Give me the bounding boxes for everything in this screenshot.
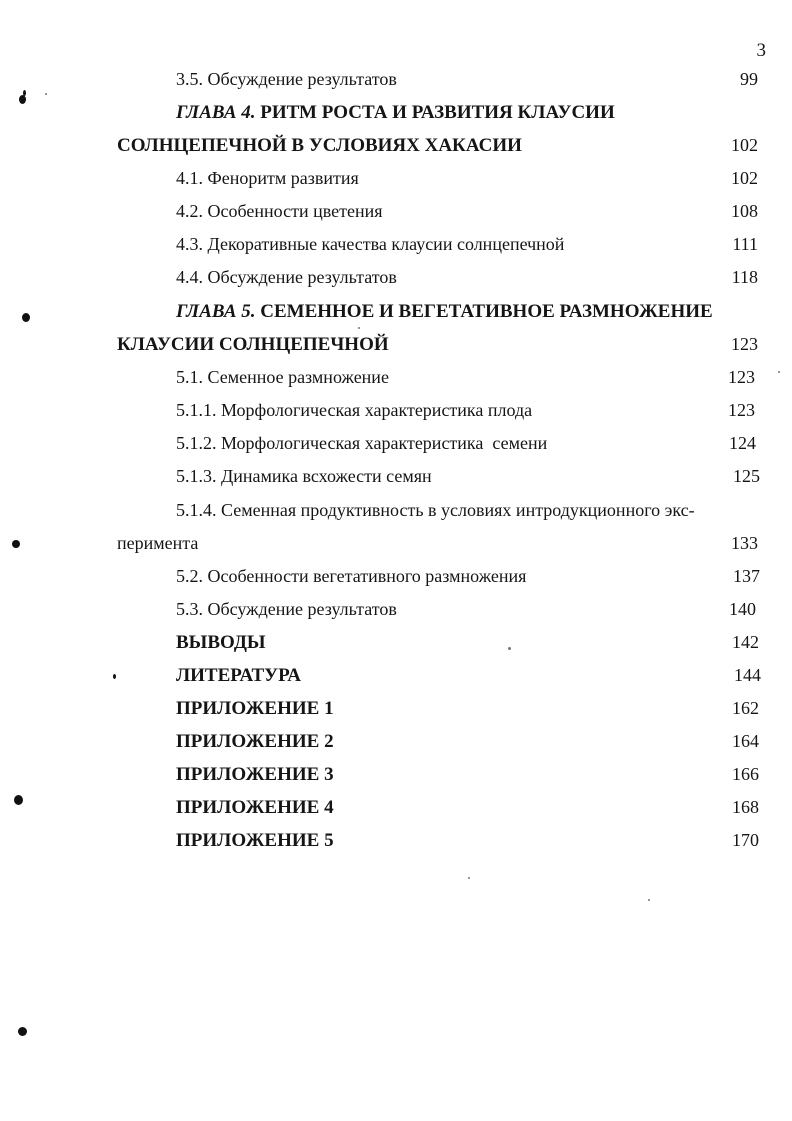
toc-entry bbox=[0, 361, 792, 394]
scan-speck bbox=[508, 647, 511, 650]
toc-section-heading bbox=[0, 659, 792, 692]
toc-entry-title: ВЫВОДЫ bbox=[176, 632, 266, 653]
toc-entry-page: 99 bbox=[740, 69, 758, 89]
toc-entry bbox=[0, 394, 792, 427]
scan-mark bbox=[22, 313, 30, 322]
page-number: 3 bbox=[756, 40, 766, 61]
toc-entry-page: 166 bbox=[732, 764, 759, 784]
scan-mark bbox=[113, 674, 116, 679]
chapter-prefix: ГЛАВА 5. bbox=[176, 301, 256, 322]
toc-entry-page: 137 bbox=[733, 566, 760, 586]
toc-entry-title: 5.1.3. Динамика всхожести семян bbox=[176, 466, 432, 486]
toc-entry-page: 102 bbox=[731, 135, 758, 155]
toc-chapter-heading bbox=[0, 328, 792, 361]
toc-section-heading bbox=[0, 791, 792, 824]
scan-mark bbox=[14, 795, 23, 805]
scan-mark bbox=[23, 90, 26, 96]
toc-chapter-heading bbox=[0, 129, 792, 162]
toc-entry-page: 108 bbox=[731, 201, 758, 221]
toc-entry-page: 111 bbox=[732, 234, 758, 254]
scan-speck bbox=[648, 899, 650, 901]
toc-entry-title: 4.2. Особенности цветения bbox=[176, 201, 383, 221]
toc-entry-page: 140 bbox=[729, 599, 756, 619]
toc-section-heading bbox=[0, 824, 792, 857]
scan-speck bbox=[45, 93, 47, 95]
toc-entry-title: ПРИЛОЖЕНИЕ 3 bbox=[176, 764, 334, 785]
toc-chapter-heading bbox=[0, 96, 792, 129]
toc-entry-title: РИТМ РОСТА И РАЗВИТИЯ КЛАУСИИ bbox=[260, 102, 615, 123]
toc-entry bbox=[0, 593, 792, 626]
toc-entry-title: 3.5. Обсуждение результатов bbox=[176, 69, 397, 89]
scan-speck bbox=[778, 371, 780, 373]
toc-section-heading bbox=[0, 758, 792, 791]
toc-entry-title: СЕМЕННОЕ И ВЕГЕТАТИВНОЕ РАЗМНОЖЕНИЕ bbox=[260, 301, 713, 322]
toc-entry-title: ПРИЛОЖЕНИЕ 4 bbox=[176, 797, 334, 818]
toc-entry-page: 124 bbox=[729, 433, 756, 453]
toc-entry-title: перимента bbox=[117, 533, 199, 553]
toc-entry-page: 123 bbox=[728, 367, 755, 387]
toc-entry-page: 162 bbox=[732, 698, 759, 718]
toc-entry-page: 102 bbox=[731, 168, 758, 188]
toc-entry bbox=[0, 460, 792, 493]
toc-entry-title: 5.1.2. Морфологическая характеристика семени bbox=[176, 433, 548, 453]
toc-entry bbox=[0, 228, 792, 261]
toc-entry bbox=[0, 527, 792, 560]
toc-entry-title: КЛАУСИИ СОЛНЦЕПЕЧНОЙ bbox=[117, 334, 389, 355]
toc-entry-title: 5.3. Обсуждение результатов bbox=[176, 599, 397, 619]
toc-entry-page: 168 bbox=[732, 797, 759, 817]
toc-entry-page: 144 bbox=[734, 665, 761, 685]
scan-mark bbox=[18, 1027, 27, 1036]
toc-entry bbox=[0, 560, 792, 593]
toc-entry bbox=[0, 162, 792, 195]
toc-entry-title: ПРИЛОЖЕНИЕ 5 bbox=[176, 830, 334, 851]
toc-entry-title: 5.1. Семенное размножение bbox=[176, 367, 389, 387]
toc-entry-title: СОЛНЦЕПЕЧНОЙ В УСЛОВИЯХ ХАКАСИИ bbox=[117, 135, 522, 156]
toc-entry-page: 123 bbox=[728, 400, 755, 420]
scan-speck bbox=[468, 877, 470, 879]
toc-entry-title: 4.1. Феноритм развития bbox=[176, 168, 359, 188]
toc-entry-title: ПРИЛОЖЕНИЕ 1 bbox=[176, 698, 334, 719]
toc-entry bbox=[0, 63, 792, 96]
toc-entry bbox=[0, 261, 792, 294]
toc-entry-page: 123 bbox=[731, 334, 758, 354]
scan-speck bbox=[358, 327, 360, 329]
toc-section-heading bbox=[0, 626, 792, 659]
toc-entry-title: 5.2. Особенности вегетативного размножения bbox=[176, 566, 527, 586]
toc-entry bbox=[0, 427, 792, 460]
toc-chapter-heading bbox=[0, 295, 792, 328]
scan-mark bbox=[12, 540, 20, 548]
toc-entry bbox=[0, 494, 792, 527]
toc-entry-page: 142 bbox=[732, 632, 759, 652]
toc-entry-title: 4.3. Декоративные качества клаусии солнцепечной bbox=[176, 234, 565, 254]
toc-entry-page: 164 bbox=[732, 731, 759, 751]
toc-entry bbox=[0, 195, 792, 228]
chapter-prefix: ГЛАВА 4. bbox=[176, 102, 256, 123]
toc-section-heading bbox=[0, 692, 792, 725]
toc-entry-page: 133 bbox=[731, 533, 758, 553]
toc-entry-title: 4.4. Обсуждение результатов bbox=[176, 267, 397, 287]
toc-entry-page: 170 bbox=[732, 830, 759, 850]
toc-entry-title: 5.1.4. Семенная продуктивность в условиях интродукционного экс- bbox=[176, 500, 695, 520]
toc-section-heading bbox=[0, 725, 792, 758]
toc-entry-page: 125 bbox=[733, 466, 760, 486]
toc-entry-title: ЛИТЕРАТУРА bbox=[176, 665, 302, 686]
toc-entry-title: ПРИЛОЖЕНИЕ 2 bbox=[176, 731, 334, 752]
toc-entry-page: 118 bbox=[731, 267, 758, 287]
scan-mark bbox=[19, 95, 26, 104]
toc-entry-title: 5.1.1. Морфологическая характеристика плода bbox=[176, 400, 533, 420]
